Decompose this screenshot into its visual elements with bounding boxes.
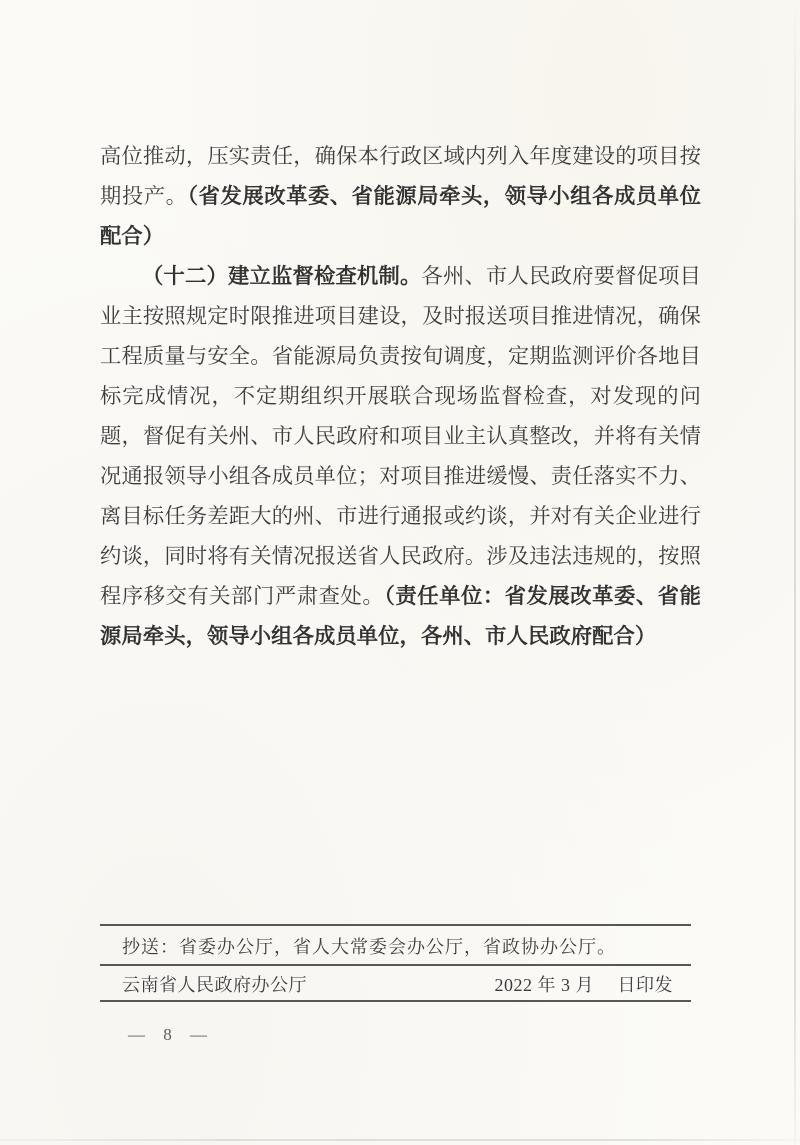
page-number: — 8 — — [128, 1025, 214, 1044]
body-text: 各州、市人民政府要督促项目 — [421, 264, 701, 288]
body-text-bold: （责任单位：省发展改革委、省能 — [384, 584, 701, 608]
body-text-bold: 配合） — [100, 224, 165, 248]
cc-line: 抄送：省委办公厅，省人大常委会办公厅，省政协办公厅。 — [122, 937, 616, 957]
body-line — [100, 416, 701, 456]
body-line — [100, 496, 701, 536]
body-line — [100, 216, 701, 256]
body-text-bold: （十二）建立监督检查机制。 — [142, 264, 422, 288]
body-line — [100, 576, 701, 616]
issuer-row — [122, 973, 673, 995]
footer-rule-top — [100, 924, 691, 926]
document-body — [100, 136, 701, 656]
body-text-bold: （省发展改革委、省能源局牵头，领导小组各成员单位 — [187, 184, 701, 208]
body-text-bold: 源局牵头，领导小组各成员单位，各州、市人民政府配合） — [100, 624, 657, 648]
issuer-name: 云南省人民政府办公厅 — [122, 975, 307, 995]
body-text: 况通报领导小组各成员单位；对项目推进缓慢、责任落实不力、 — [100, 464, 701, 488]
body-text: 工程质量与安全。省能源局负责按旬调度，定期监测评价各地目 — [100, 344, 701, 368]
footer-rule-middle — [100, 964, 691, 966]
body-line — [100, 376, 701, 416]
body-text: 题，督促有关州、市人民政府和项目业主认真整改，并将有关情 — [100, 424, 701, 448]
body-line — [100, 336, 701, 376]
body-text: 业主按照规定时限推进项目建设，及时报送项目推进情况，确保 — [100, 304, 701, 328]
body-line — [100, 176, 701, 216]
body-text: 标完成情况，不定期组织开展联合现场监督检查，对发现的问 — [100, 384, 701, 408]
body-text: 离目标任务差距大的州、市进行通报或约谈，并对有关企业进行 — [100, 504, 701, 528]
body-line — [100, 256, 701, 296]
body-text: 程序移交有关部门严肃查处。 — [100, 584, 385, 608]
footer-rule-bottom — [100, 1000, 691, 1002]
body-line — [100, 296, 701, 336]
print-date: 2022 年 3 月 日印发 — [494, 975, 673, 995]
body-text: 期投产。 — [100, 184, 188, 208]
scan-edge-right — [794, 0, 796, 1145]
body-text: 约谈，同时将有关情况报送省人民政府。涉及违法违规的，按照 — [100, 544, 701, 568]
body-line — [100, 536, 701, 576]
body-line — [100, 136, 701, 176]
body-text: 高位推动，压实责任，确保本行政区域内列入年度建设的项目按 — [100, 144, 701, 168]
scan-edge-bottom — [0, 1139, 800, 1141]
body-line — [100, 456, 701, 496]
body-line — [100, 616, 701, 656]
